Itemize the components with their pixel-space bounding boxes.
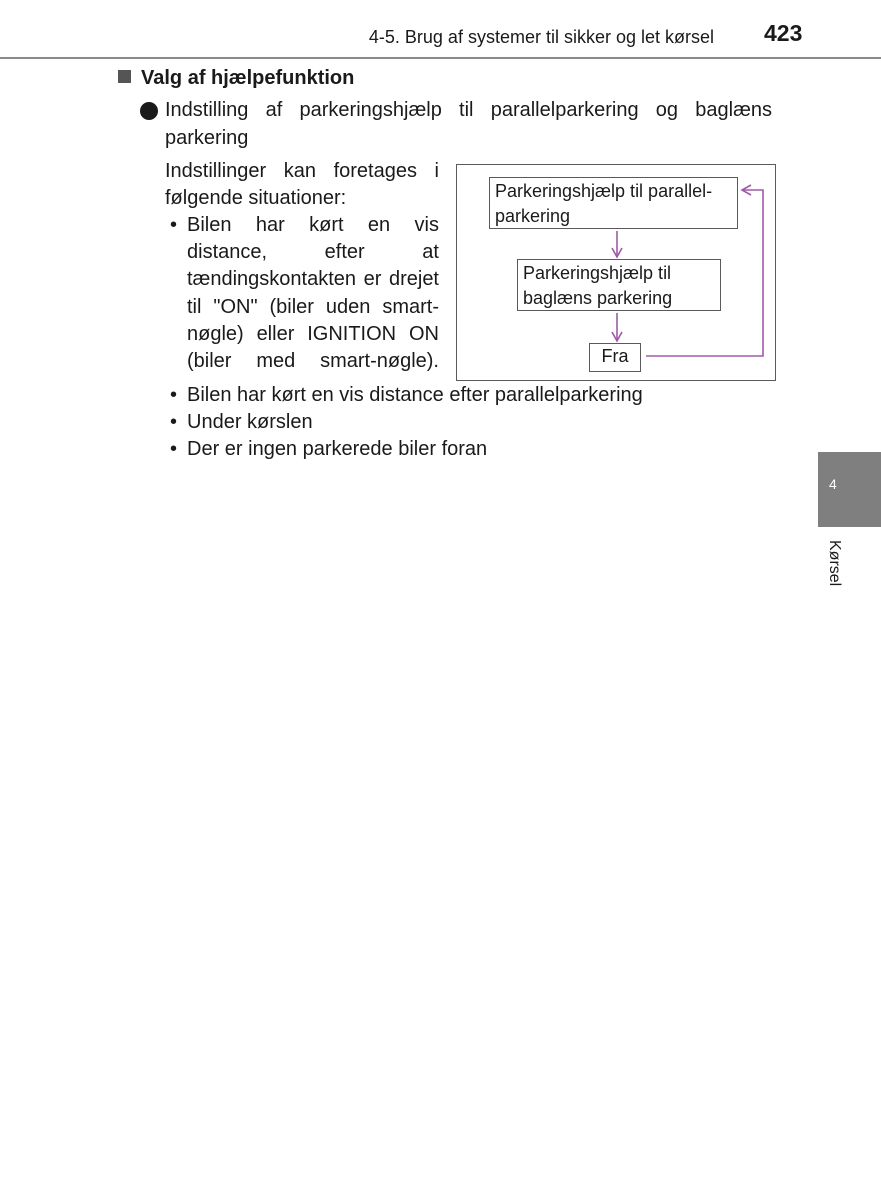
list-bullet: • <box>170 411 178 433</box>
flow-box-text: baglæns parkering <box>523 288 673 308</box>
header-chapter-title: 4-5. Brug af systemer til sikker og let kørsel <box>368 27 714 47</box>
chapter-side-tab-label: Kørsel <box>826 540 843 587</box>
flow-box-text: Parkeringshjælp til parallel- <box>495 181 713 201</box>
list-item-text: Under kørslen <box>187 411 313 433</box>
list-bullet: • <box>170 384 178 406</box>
flow-box-text: Parkeringshjælp til <box>523 263 672 283</box>
page-number: 423 <box>764 20 803 46</box>
flow-box-text: parkering <box>495 206 571 226</box>
list-item-text: Bilen har kørt en vis distance efter parallelparkering <box>187 384 643 406</box>
list-bullet: • <box>170 214 178 236</box>
chapter-side-tab <box>818 452 881 527</box>
section-heading-text: Valg af hjælpefunktion <box>141 67 355 89</box>
list-item-text: Der er ingen parkerede biler foran <box>187 438 488 460</box>
list-item-text: Bilen har kørt en vis distance, efter at tændingskontakten er drejet til "ON" (biler uden smart-nøgle) eller IGNITION ON (biler med smart-nøgle). <box>187 214 439 373</box>
flow-box-text: Fra <box>601 346 629 366</box>
bullet-title-text: Indstilling af parkeringshjælp til parallelparkering og baglæns parkering <box>165 99 772 149</box>
intro-text: Indstillinger kan foretages i følgende situationer: <box>165 160 439 209</box>
arrow-loop-back <box>646 190 763 356</box>
chapter-side-tab-number: 4 <box>829 476 837 492</box>
list-bullet: • <box>170 438 178 460</box>
